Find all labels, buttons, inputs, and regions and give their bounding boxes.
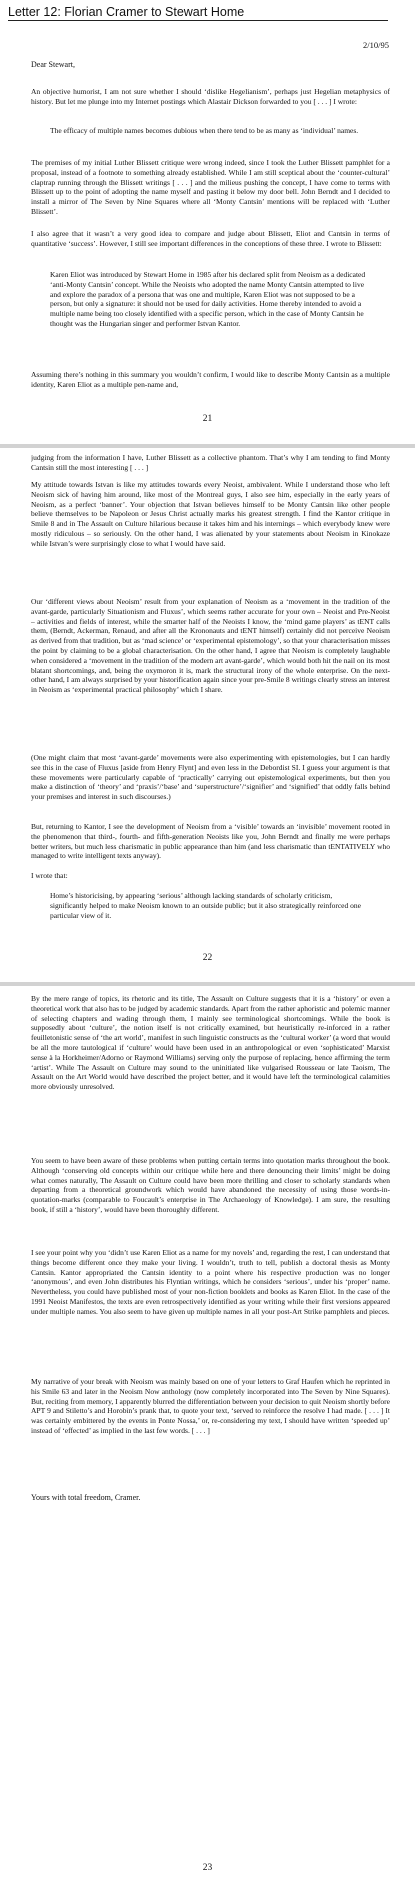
paragraph: By the mere range of topics, its rhetoric and its title, The Assault on Culture suggests that it is a ‘history’ or even a theoretical work that also has to be judged by academic standards. Apart from the rather aphoristic and polemic manner of selecting chapters and wading through them, I mainly see terminological shortcomings. While the book is supposedly about ‘culture’, the notion itself is not critically examined, but heuristically re-inforced in a rather feuilletonistic sense of ‘the art world’, manifest in such linguistic constructs as the ‘cultural worker’ (a word that would be all the more tautological if ‘culture’ would have been used in an anthropological or even ‘sophisticated’ Marxist sense à la Horkheimer/Adorno or Raymond Williams) serving only the purpose of replacing, hence affirming the term ‘artist’. While The Assault on Culture may sound to the uninitiated like vulgarised Rousseau or late Taoism, The Assault on the Art World would have described the project better, and it would have left the terminological calamities more obviously unresolved. <box>31 994 390 1092</box>
paragraph: My attitude towards Istvan is like my attitudes towards every Neoist, ambivalent. While I understand those who left Neoism sick of having him around, like most of the Montreal guys, I also see him, especially in the early years of Neoism, as a perfect ‘banner’. Your objection that Istvan believes himself to be Monty Cantsin like other people believe themselves to be Napoleon or Jesus Christ actually marks his greatest strength. I find the Kantor critique in Smile 8 and in The Assault on Culture hilarious because it takes him and his internings – which everybody knew were mostly ridiculous – so seriously. On the other hand, I was alienated by your statements about Neoism in Kinokaze while Istvan’s were surprisingly close to what I would have said. <box>31 480 390 548</box>
page-number: 23 <box>202 1863 213 1873</box>
paragraph: An objective humorist, I am not sure whether I should ‘dislike Hegelianism’, perhaps just Hegelian metaphysics of history. But let me plunge into my Internet postings which Alastair Dickson forwarded to you [ . . . ] I wrote: <box>31 87 390 106</box>
paragraph: The premises of my initial Luther Blissett critique were wrong indeed, since I took the Luther Blissett pamphlet for a proposal, instead of a footnote to something already established. While I am still sceptical about the ‘counter-cultural’ claptrap running through the Blissett writings [ . . . ] and the milieus pushing the concept, I have come to terms with Blissett up to the point of adopting the name myself and pasting it below my door bell. John Berndt and I decided to install a mirror of The Seven by Nine Squares where all ‘Monty Cantsin’ mentions will be replaced with ‘Luther Blissett’. <box>31 158 390 216</box>
letter-title: Letter 12: Florian Cramer to Stewart Home <box>8 5 388 21</box>
block-quote: Home’s historicising, by appearing ‘serious’ although lacking standards of scholarly criticism, significantly helped to make Neoism known to an outside public; but it also strategically reinforced one particular view of it. <box>50 891 361 920</box>
page-number: 21 <box>202 414 213 424</box>
page-23 <box>0 986 415 1899</box>
page-number: 22 <box>202 953 213 963</box>
block-quote: Karen Eliot was introduced by Stewart Home in 1985 after his declared split from Neoism as a dedicated ‘anti-Monty Cantsin’ concept. While the Neoists who adopted the name Monty Cantsin attempted to live and explore the paradox of a persona that was one and multiple, Karen Eliot was not supposed to be a person, but only a signature: it should not be used for daily activities. Home thereby intended to avoid a multiple name being too closely identified with a specific person, which in the case of Monty Cantsin he thought was the Hungarian singer and performer Istvan Kantor. <box>50 270 366 328</box>
paragraph: You seem to have been aware of these problems when putting certain terms into quotation marks throughout the book. Although ‘conserving old concepts within our critique while here and there denouncing their limits’ might be doing what comes naturally, The Assault on Culture could have been more thrilling and closer to scholarly standards when departing from a theoretical groundwork which would have abandoned the necessity of using those words-in-quotation-marks (comparable to Foucault’s enterprise in The Archaeology of Knowledge). I am sure, the resulting book, if still a ‘history’, would have been thoroughly different. <box>31 1156 390 1214</box>
paragraph: I wrote that: <box>31 871 68 880</box>
paragraph: Our ‘different views about Neoism’ result from your explanation of Neoism as a ‘movement in the tradition of the avant-garde, particularly Situationism and Fluxus’, which seems rather accurate for your own – Neoist and Pre-Neoist – activities and fields of interest, while the smarter half of the Neoists I know, the ‘mind game players’ as tENT calls them, (Berndt, Ackerman, Renaud, and after all the Krononauts and tENT himself) certainly did not perceive Neoism as derived from that tradition, but as ‘mad science’ or ‘experimental epistemology’, so that your characterisation misses the point by claiming to be a global characterisation. On the other hand, I agree that Neoism is completely laughable when considered a ‘movement in the tradition of the modern art avant-garde’, which would both hit the nail on its most blatant shortcomings, and, being the oxymoron it is, mark the structural irony of the whole enterprise. On the next-other hand, I am always surprised by your historification again since your pre-Smile 8 writings clearly stress an interest in Neoism as ‘experimental practical philosophy’ which I share. <box>31 597 390 695</box>
paragraph: My narrative of your break with Neoism was mainly based on one of your letters to Graf Haufen which he reprinted in his Smile 63 and later in the Neoism Now anthology (now completely incorporated into The Seven by Nine Squares). But, reciting from memory, I apparently blurred the differentiation between your decision to quit Neoism shortly before APT 9 and Stiletto’s and Horobin’s prank that, to quote your text, ‘served to reinforce the resolve I had made. [ . . . ] It was certainly embittered by the events in Ponte Nossa,’ or, re-considering my text, I should have written ‘speeded up’ instead of ‘effected’ as implied in the last few words. [ . . . ] <box>31 1377 390 1435</box>
paragraph: (One might claim that most ‘avant-garde’ movements were also experimenting with epistemologies, but I can hardly see this in the case of Fluxus [aside from Henry Flynt] and even less in the Debordist SI. I guess your argument is that these movements were particularly capable of ‘practically’ carrying out epistemological experiments, but then you make a distinction of ‘theory’ and ‘praxis’/‘base’ and ‘superstructure’/‘signifier’ and ‘signified’ that oddly falls behind your premises and interest in such discourses.) <box>31 753 390 802</box>
salutation: Dear Stewart, <box>31 60 75 69</box>
paragraph: judging from the information I have, Luther Blissett as a collective phantom. That’s why I am tending to find Monty Cantsin still the most interesting [ . . . ] <box>31 453 390 472</box>
paragraph: I also agree that it wasn’t a very good idea to compare and judge about Blissett, Eliot and Cantsin in terms of quantitative ‘success’. However, I still see important differences in the conceptions of these three. I wrote to Blissett: <box>31 229 390 248</box>
letter-date: 2/10/95 <box>363 40 389 50</box>
paragraph: But, returning to Kantor, I see the development of Neoism from a ‘visible’ towards an ‘invisible’ movement rooted in the phenomenon that third-, fourth- and fifth-generation Neoists like you, John Berndt and finally me were perhaps better writers, but much less charismatic in public appearance than him (and less charismatic than tENTATIVELY who managed to write intelligent texts anyway). <box>31 822 390 861</box>
paragraph: Assuming there’s nothing in this summary you wouldn’t confirm, I would like to describe Monty Cantsin as a multiple identity, Karen Eliot as a multiple pen-name and, <box>31 370 390 389</box>
paragraph: I see your point why you ‘didn’t use Karen Eliot as a name for my novels’ and, regarding the rest, I can understand that things become different once they make your living. I wouldn’t, truth to tell, publish a doctoral thesis as Monty Cantsin. Kantor appropriated the Cantsin identity to a point where his respective production was no longer ‘anonymous’, and even John distributes his Flyntian writings, which he considers ‘serious’, under his ‘proper’ name. Nevertheless, you could have published most of your non-fiction booklets and books as Karen Eliot. In the case of the 1991 Neoist Manifestos, the texts are even retrospectively identified as your writing while their first versions appeared under multiple names. You also seem to have given up multiple names in all your post-Art Strike pamphlets and pieces. <box>31 1248 390 1316</box>
block-quote: The efficacy of multiple names becomes dubious when there tend to be as many as ‘individual’ names. <box>50 126 359 135</box>
closing: Yours with total freedom, Cramer. <box>31 1493 141 1502</box>
